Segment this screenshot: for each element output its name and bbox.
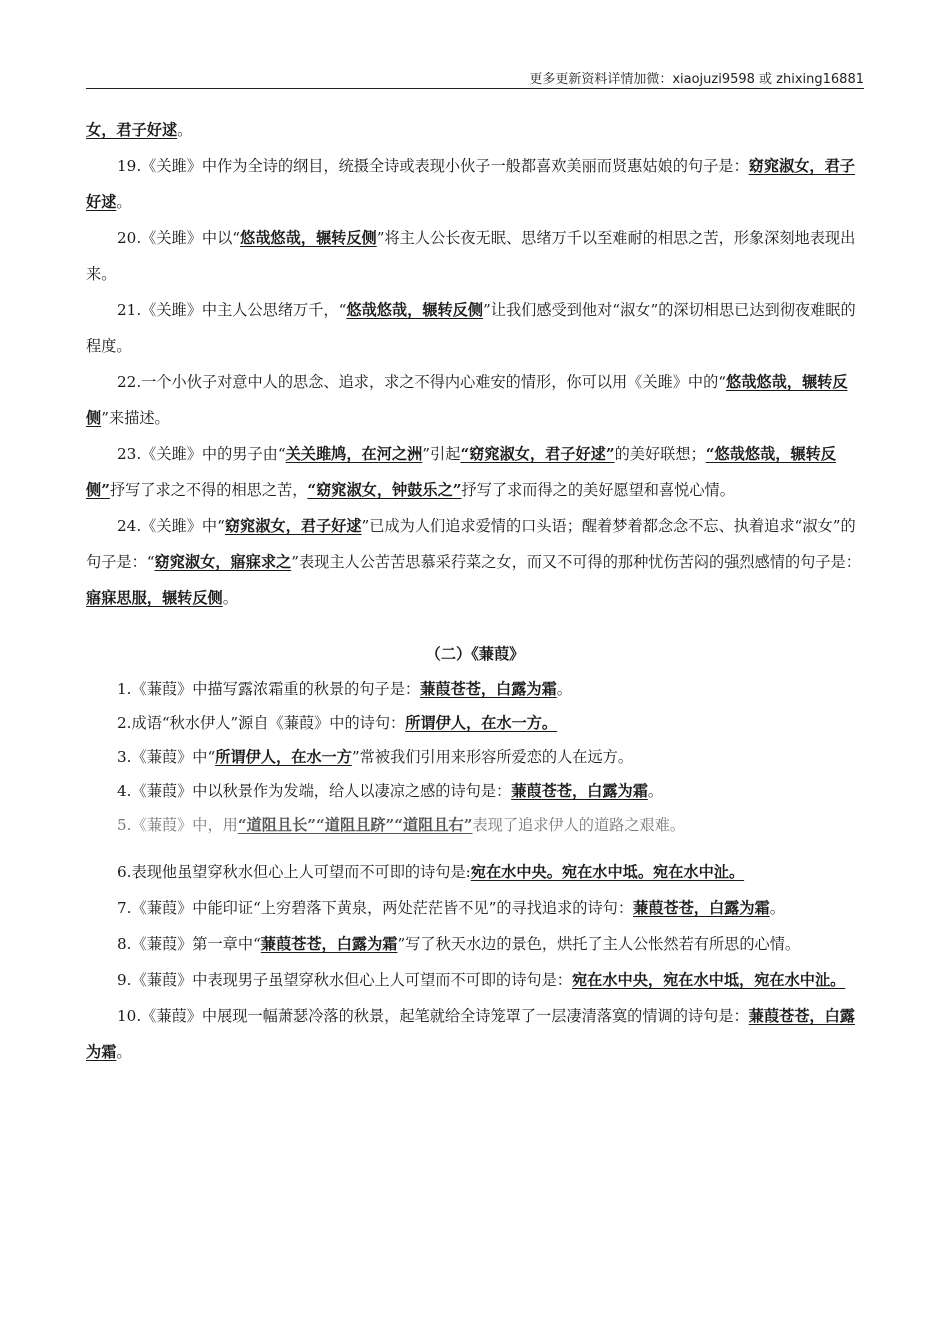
item-22: 22.一个小伙子对意中人的思念、追求，求之不得内心难安的情形，你可以用《关雎》中的“悠哉悠哉，辗转反侧”来描述。 xyxy=(86,373,848,427)
answer: “窈窕淑女，钟鼓乐之” xyxy=(307,481,462,499)
item-10: 10.《蒹葭》中展现一幅萧瑟冷落的秋景，起笔就给全诗笼罩了一层凄清落寞的情调的诗句是：蒹葭苍苍，白露为霜。 xyxy=(86,1007,855,1061)
answer: 宛在水中央。宛在水中坻。宛在水中沚。 xyxy=(470,863,745,881)
item-2: 2.成语“秋水伊人”源自《蒹葭》中的诗句：所谓伊人，在水一方。 xyxy=(117,714,558,732)
spacer xyxy=(86,842,864,854)
item-5: 5.《蒹葭》中，用“道阻且长”“道阻且跻”“道阻且右”表现了追求伊人的道路之艰难。 xyxy=(117,816,686,834)
answer: “道阻且长”“道阻且跻”“道阻且右” xyxy=(237,816,473,834)
answer: 蒹葭苍苍，白露为霜 xyxy=(420,680,557,698)
answer: 所谓伊人，在水一方。 xyxy=(405,714,558,732)
section-title: （二）《蒹葭》 xyxy=(425,645,525,663)
item-24: 24.《关雎》中“窈窕淑女，君子好逑”已成为人们追求爱情的口头语；醒着梦着都念念不忘、执着追求“淑女”的句子是：“窈窕淑女，寤寐求之”表现主人公苦苦思慕采荇菜之女，而又不可得的那种忧伤苦闷的强烈感情的句子是：寤寐思服，辗转反侧。 xyxy=(86,517,861,607)
item-7: 7.《蒹葭》中能印证“上穷碧落下黄泉，两处茫茫皆不见”的寻找追求的诗句：蒹葭苍苍，白露为霜。 xyxy=(117,899,785,917)
answer: 寤寐思服，辗转反侧 xyxy=(86,589,223,607)
answer: 女，君子好逑 xyxy=(86,121,178,139)
item-19: 19.《关雎》中作为全诗的纲目，统摄全诗或表现小伙子一般都喜欢美丽而贤惠姑娘的句子是：窈窕淑女，君子好逑。 xyxy=(86,157,855,211)
answer: 窈窕淑女，君子好逑 xyxy=(224,517,362,535)
answer: 蒹葭苍苍，白露为霜 xyxy=(260,935,398,953)
item-3: 3.《蒹葭》中“所谓伊人，在水一方”常被我们引用来形容所爱恋的人在远方。 xyxy=(117,748,634,766)
answer: 悠哉悠哉，辗转反侧 xyxy=(240,229,377,247)
item-4: 4.《蒹葭》中以秋景作为发端，给人以凄凉之感的诗句是：蒹葭苍苍，白露为霜。 xyxy=(117,782,664,800)
item-9: 9.《蒹葭》中表现男子虽望穿秋水但心上人可望而不可即的诗句是：宛在水中央，宛在水中坻，宛在水中沚。 xyxy=(117,971,846,989)
answer: “悠哉悠哉，辗转反侧” xyxy=(86,445,836,499)
paragraph-continuation: 女，君子好逑。 xyxy=(86,121,193,139)
answer: “窈窕淑女，君子好逑” xyxy=(460,445,615,463)
answer: 所谓伊人，在水一方 xyxy=(215,748,352,766)
item-6: 6.表现他虽望穿秋水但心上人可望而不可即的诗句是:宛在水中央。宛在水中坻。宛在水中沚。 xyxy=(117,863,745,881)
page-header xyxy=(86,66,864,89)
answer: 蒹葭苍苍，白露为霜 xyxy=(86,1007,855,1061)
answer: 窈窕淑女，寤寐求之 xyxy=(154,553,292,571)
document-body xyxy=(86,112,864,1070)
answer: 窈窕淑女，君子好逑 xyxy=(86,157,855,211)
answer: 宛在水中央，宛在水中坻，宛在水中沚。 xyxy=(571,971,846,989)
item-23: 23.《关雎》中的男子由“关关雎鸠，在河之洲”引起“窈窕淑女，君子好逑”的美好联想；“悠哉悠哉，辗转反侧”抒写了求之不得的相思之苦，“窈窕淑女，钟鼓乐之”抒写了求而得之的美好愿望和喜悦心情。 xyxy=(86,445,836,499)
answer: 关关雎鸠，在河之洲 xyxy=(285,445,423,463)
answer: 悠哉悠哉，辗转反侧 xyxy=(346,301,484,319)
header-contact-text: 更多更新资料详情加微：xiaojuzi9598 或 zhixing16881 xyxy=(529,72,864,87)
answer: 蒹葭苍苍，白露为霜 xyxy=(633,899,770,917)
item-1: 1.《蒹葭》中描写露浓霜重的秋景的句子是：蒹葭苍苍，白露为霜。 xyxy=(117,680,572,698)
item-21: 21.《关雎》中主人公思绪万千，“悠哉悠哉，辗转反侧”让我们感受到他对“淑女”的深切相思已达到彻夜难眠的程度。 xyxy=(86,301,856,355)
answer: 悠哉悠哉，辗转反侧 xyxy=(86,373,848,427)
answer: 蒹葭苍苍，白露为霜 xyxy=(511,782,648,800)
item-8: 8.《蒹葭》第一章中“蒹葭苍苍，白露为霜”写了秋天水边的景色，烘托了主人公怅然若有所思的心情。 xyxy=(117,935,801,953)
item-20: 20.《关雎》中以“悠哉悠哉，辗转反侧”将主人公长夜无眠、思绪万千以至难耐的相思之苦，形象深刻地表现出来。 xyxy=(86,229,856,283)
